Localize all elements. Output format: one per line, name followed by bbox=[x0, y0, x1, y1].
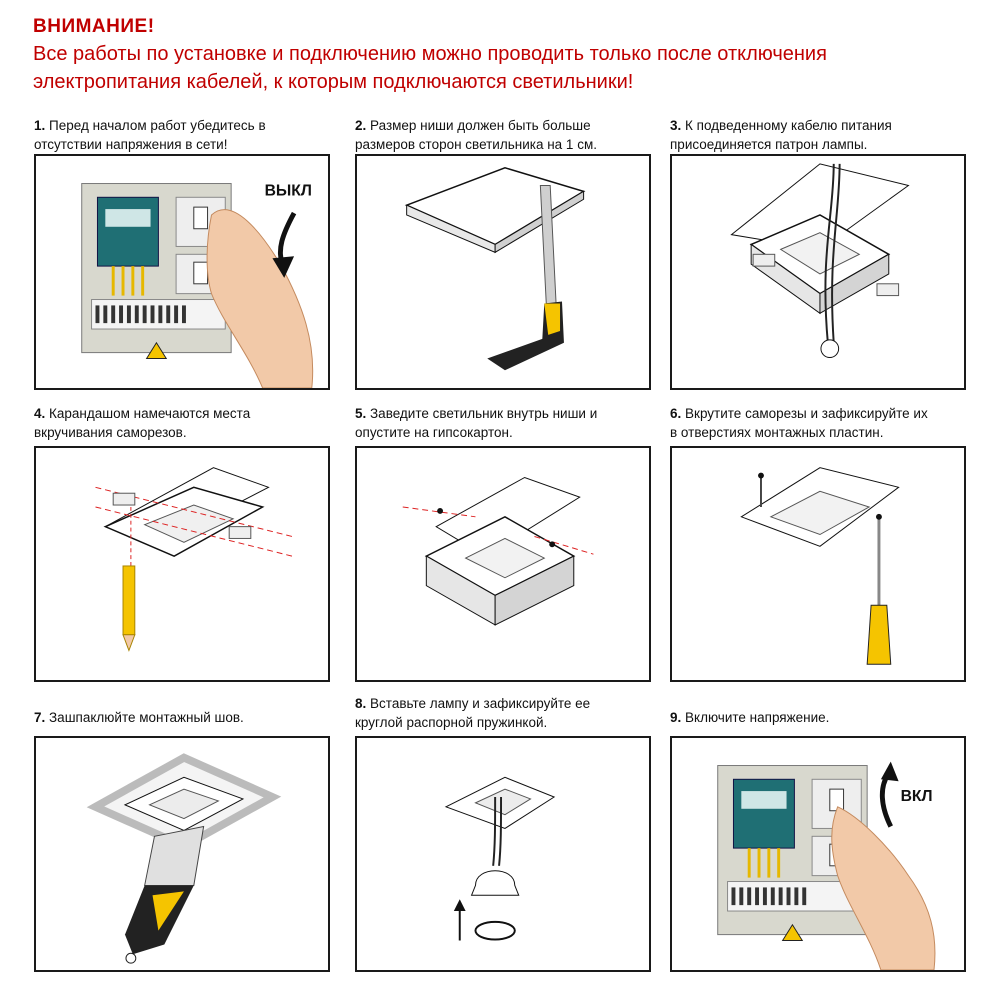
lamp bbox=[472, 871, 519, 896]
electrical-panel-off-illustration bbox=[36, 156, 328, 388]
step-3-line-2: присоединяется патрон лампы. bbox=[670, 137, 868, 152]
meter bbox=[733, 779, 794, 848]
step-9-illustration bbox=[670, 736, 966, 972]
hand bbox=[207, 210, 313, 388]
step-6-line-2: в отверстиях монтажных пластин. bbox=[670, 425, 884, 440]
step-3-caption bbox=[670, 116, 970, 156]
warning-title: ВНИМАНИЕ! bbox=[33, 16, 155, 37]
hand bbox=[832, 807, 935, 970]
pencil bbox=[123, 566, 135, 635]
step-5 bbox=[355, 404, 655, 444]
step-1-number: 1. bbox=[34, 118, 46, 133]
step-2-number: 2. bbox=[355, 118, 367, 133]
step-9-line-1: Включите напряжение. bbox=[685, 710, 830, 725]
step-8 bbox=[355, 694, 655, 734]
fixture-insertion-illustration bbox=[357, 448, 649, 680]
step-6-number: 6. bbox=[670, 406, 682, 421]
meter bbox=[97, 197, 158, 266]
warning-line-1: Все работы по установке и подключению можно проводить только после отключения bbox=[33, 43, 827, 65]
lamp-insertion-illustration bbox=[357, 738, 649, 970]
step-4-illustration bbox=[34, 446, 330, 682]
cable-lamp-holder-illustration bbox=[672, 156, 964, 388]
saw-cutting-niche-illustration bbox=[357, 156, 649, 388]
pencil-marking-illustration bbox=[36, 448, 328, 680]
step-5-number: 5. bbox=[355, 406, 367, 421]
lamp-holder bbox=[821, 340, 839, 358]
step-1 bbox=[34, 116, 334, 200]
step-8-caption bbox=[355, 694, 655, 734]
step-7-number: 7. bbox=[34, 710, 46, 725]
step-7 bbox=[34, 708, 334, 748]
step-1-line-2: отсутствии напряжения в сети! bbox=[34, 137, 228, 152]
step-8-number: 8. bbox=[355, 696, 367, 711]
step-4 bbox=[34, 404, 334, 444]
step-8-line-1: Вставьте лампу и зафиксируйте ее bbox=[370, 696, 591, 711]
step-7-illustration bbox=[34, 736, 330, 972]
step-3-illustration bbox=[670, 154, 966, 390]
step-6-line-1: Вкрутите саморезы и зафиксируйте их bbox=[685, 406, 928, 421]
step-1-illustration bbox=[34, 154, 330, 390]
step-5-illustration bbox=[355, 446, 651, 682]
step-2-line-2: размеров сторон светильника на 1 см. bbox=[355, 137, 597, 152]
step-5-line-1: Заведите светильник внутрь ниши и bbox=[370, 406, 598, 421]
step-4-line-2: вкручивания саморезов. bbox=[34, 425, 187, 440]
off-label: ВЫКЛ bbox=[264, 182, 312, 200]
step-4-caption bbox=[34, 404, 334, 444]
step-3-line-1: К подведенному кабелю питания bbox=[685, 118, 892, 133]
step-8-line-2: круглой распорной пружинкой. bbox=[355, 715, 548, 730]
step-2-line-1: Размер ниши должен быть больше bbox=[370, 118, 591, 133]
screwdriver-fixing-illustration bbox=[672, 448, 964, 680]
step-5-line-2: опустите на гипсокартон. bbox=[355, 425, 513, 440]
step-7-line-1: Зашпаклюйте монтажный шов. bbox=[49, 710, 244, 725]
step-4-number: 4. bbox=[34, 406, 46, 421]
step-9-number: 9. bbox=[670, 710, 682, 725]
step-1-line-1: Перед началом работ убедитесь в bbox=[49, 118, 266, 133]
step-9 bbox=[670, 708, 970, 805]
warning-block bbox=[33, 14, 983, 96]
spring-ring bbox=[475, 922, 514, 940]
on-label: ВКЛ bbox=[900, 787, 933, 805]
electrical-panel-on-illustration bbox=[672, 738, 964, 970]
step-4-line-1: Карандашом намечаются места bbox=[49, 406, 251, 421]
step-1-caption bbox=[34, 116, 334, 156]
step-2-caption bbox=[355, 116, 655, 156]
step-2-illustration bbox=[355, 154, 651, 390]
screwdriver-handle bbox=[867, 605, 891, 664]
step-8-illustration bbox=[355, 736, 651, 972]
putty-seam-illustration bbox=[36, 738, 328, 970]
step-6 bbox=[670, 404, 970, 444]
step-5-caption bbox=[355, 404, 655, 444]
step-3 bbox=[670, 116, 970, 156]
arrow-up-icon bbox=[882, 773, 890, 826]
step-6-caption bbox=[670, 404, 970, 444]
warning-line-2: электропитания кабелей, к которым подключаются светильники! bbox=[33, 71, 634, 93]
step-3-number: 3. bbox=[670, 118, 682, 133]
step-2 bbox=[355, 116, 655, 156]
step-6-illustration bbox=[670, 446, 966, 682]
